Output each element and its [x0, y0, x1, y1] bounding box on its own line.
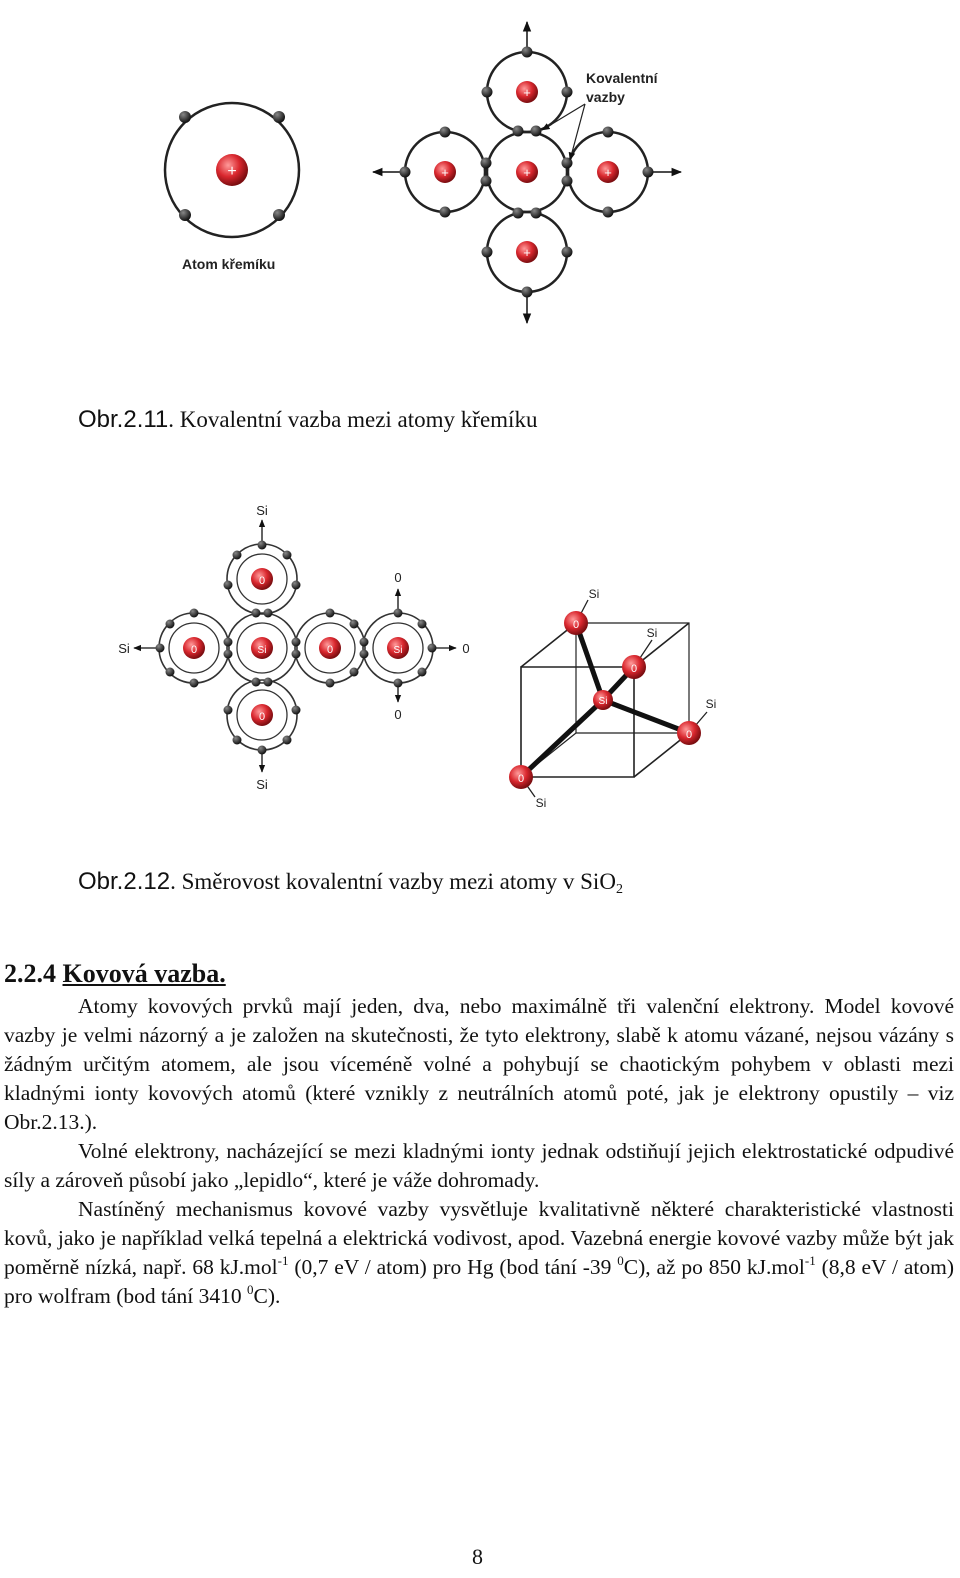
svg-text:Si: Si	[588, 587, 600, 601]
svg-text:+: +	[441, 165, 449, 180]
figure-silicon-covalent-bond	[150, 15, 710, 335]
sio2-lattice-diagram	[118, 503, 469, 792]
svg-text:0: 0	[258, 711, 266, 723]
paragraph: Volné elektrony, nacházející se mezi kladnými ionty jednak odstiňují jejich elektrostatické odpudivé síly a zároveň působí jako „lepidlo“, které je váže dohromady.	[4, 1139, 954, 1192]
figure-sio2-bond-direction	[110, 495, 730, 815]
bond-label-line1: Kovalentní	[586, 70, 658, 86]
svg-text:Si: Si	[256, 503, 268, 518]
svg-text:0: 0	[630, 663, 638, 675]
svg-text:0: 0	[258, 575, 266, 587]
svg-text:0: 0	[190, 644, 198, 656]
svg-text:Si: Si	[705, 697, 717, 711]
atom-label: Atom křemíku	[182, 256, 276, 272]
svg-text:+: +	[227, 163, 237, 180]
figure-caption-2-11: Obr.2.11. Kovalentní vazba mezi atomy křemíku	[78, 406, 538, 433]
silicon-atom-diagram	[165, 103, 299, 272]
svg-text:0: 0	[685, 729, 693, 741]
svg-text:+: +	[523, 245, 531, 260]
section-heading: 2.2.4 Kovová vazba.	[4, 959, 226, 988]
svg-text:+: +	[604, 165, 612, 180]
svg-text:Si: Si	[598, 696, 608, 707]
svg-text:Si: Si	[256, 777, 268, 792]
svg-text:0: 0	[394, 707, 402, 722]
svg-text:Si: Si	[646, 626, 658, 640]
svg-text:+: +	[523, 165, 531, 180]
svg-text:Si: Si	[393, 645, 403, 656]
silicon-lattice-diagram	[373, 22, 681, 323]
svg-text:0: 0	[462, 641, 470, 656]
svg-text:0: 0	[326, 644, 334, 656]
paragraph: Nastíněný mechanismus kovové vazby vysvětluje kvalitativně některé charakteristické vlastnosti kovů, jako je například velká tepelná a elektrická vodivost, apod. Vazebná energie kovové vazby může být jak poměrně nízká, např. 68 kJ.mol$^{-1}$ (0,7 eV / atom) pro Hg (bod tání -39 $^0$C), až po 850 kJ.mol$^{-1}$ (8,8 eV / atom) pro wolfram (bod tání 3410 $^0$C).	[4, 1197, 955, 1308]
svg-text:Si: Si	[257, 645, 267, 656]
svg-text:0: 0	[517, 773, 525, 785]
svg-text:0: 0	[394, 570, 402, 585]
svg-text:Si: Si	[535, 796, 547, 810]
paragraph: Atomy kovových prvků mají jeden, dva, nebo maximálně tři valenční elektrony. Model kovové vazby je velmi názorný a je založen na skutečnosti, že tyto elektrony, slabě k atomu vázané, nejsou vázány s žádným určitým atomem, ale jsou víceméně volné a pohybují se chaotickým pohybem v oblasti mezi kladnými ionty kovových atomů (které vznikly z neutrálních atomů poté, jak je elektrony opustily – viz Obr.2.13.).	[4, 994, 954, 1134]
page-number: 8	[472, 1544, 483, 1569]
bond-label-line2: vazby	[586, 89, 625, 105]
figure-caption-2-12: Obr.2.12. Směrovost kovalentní vazby mezi atomy v SiO$_2$	[78, 868, 623, 897]
body-text	[4, 992, 954, 1311]
svg-text:Si: Si	[118, 641, 130, 656]
sio2-tetrahedron-cube	[509, 587, 716, 810]
svg-text:0: 0	[572, 619, 580, 631]
svg-text:+: +	[523, 85, 531, 100]
